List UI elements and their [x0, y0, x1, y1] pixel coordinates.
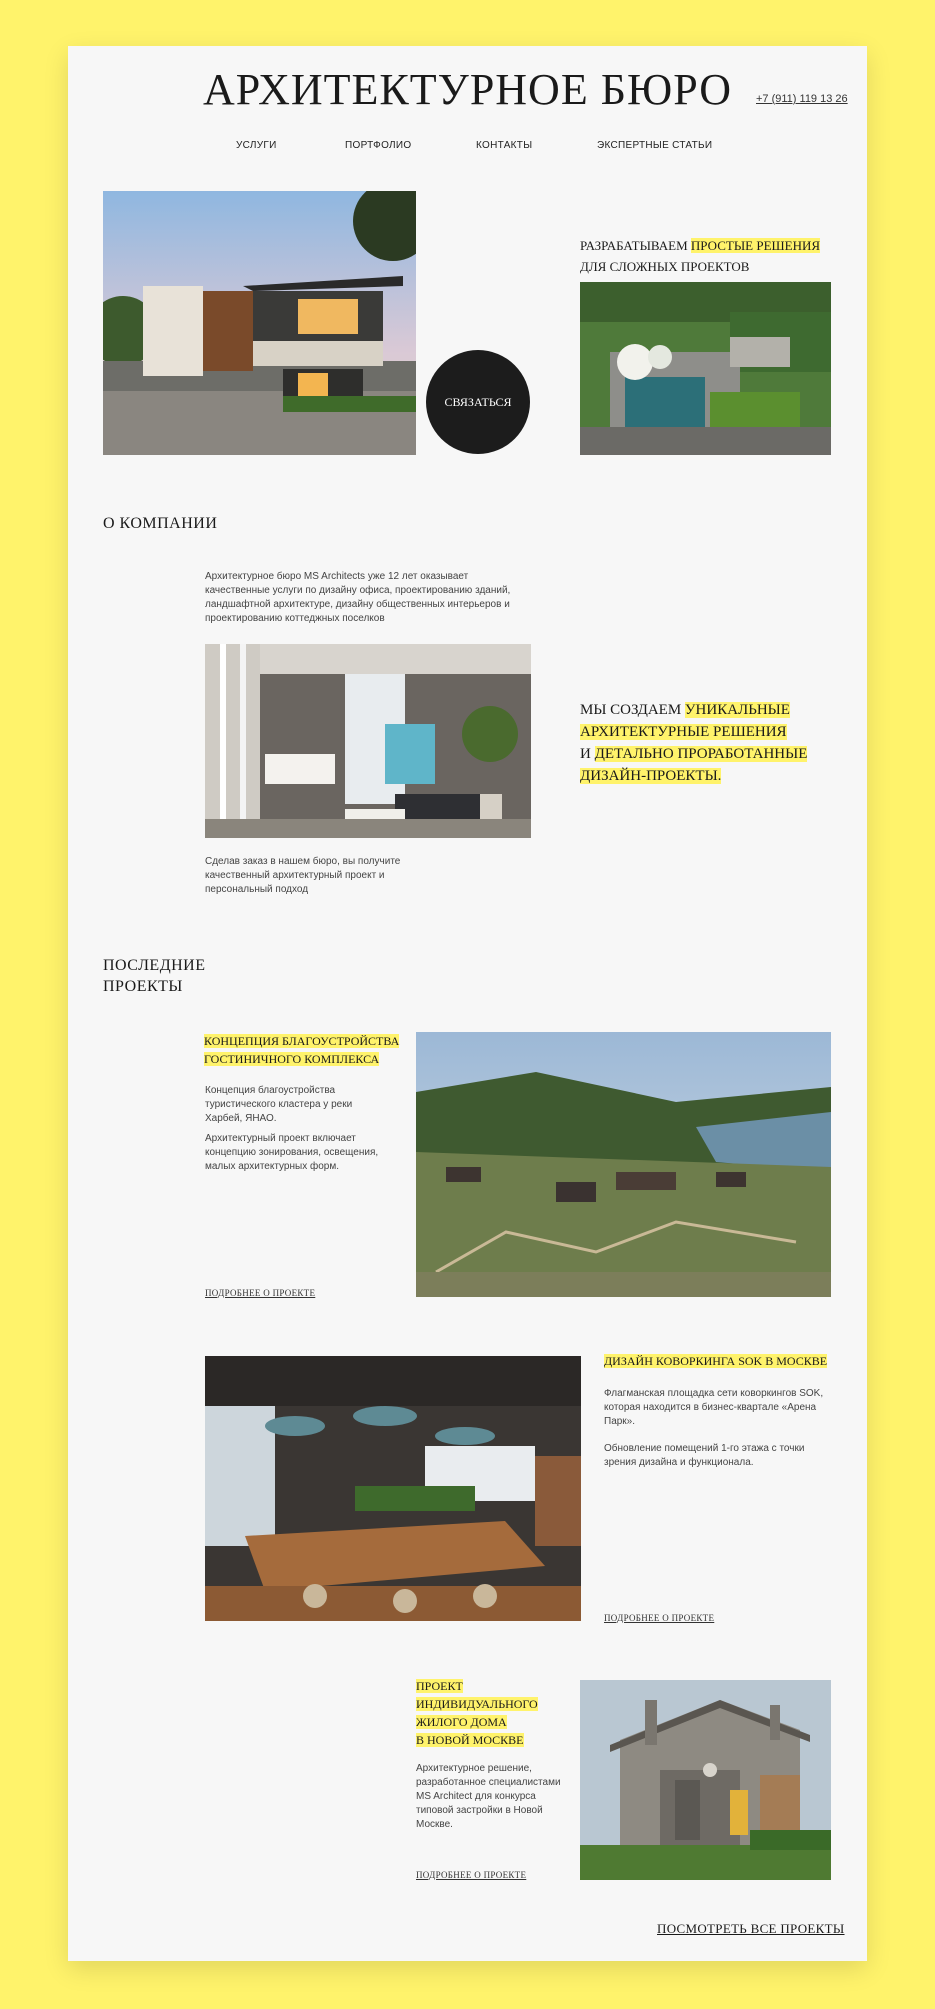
- project-1-image[interactable]: [416, 1032, 831, 1297]
- project-3-text: Архитектурное решение, разработанное специалистами MS Architect для конкурса типовой застройки в Новой Москве.: [416, 1763, 561, 1830]
- project-2-more-link[interactable]: ПОДРОБНЕЕ О ПРОЕКТЕ: [604, 1613, 715, 1623]
- project-3-image[interactable]: [580, 1680, 831, 1880]
- projects-title: [103, 955, 206, 997]
- project-1-title-line-1: КОНЦЕПЦИЯ БЛАГОУСТРОЙСТВА: [204, 1034, 400, 1048]
- hero-tagline: [580, 235, 840, 277]
- slogan-highlight-1: УНИКАЛЬНЫЕ: [684, 702, 790, 718]
- project-1-more-link[interactable]: ПОДРОБНЕЕ О ПРОЕКТЕ: [205, 1288, 316, 1298]
- hero-house-image: [103, 191, 416, 455]
- project-2-text-2: Обновление помещений 1-го этажа с точки зрения дизайна и функционала.: [604, 1443, 805, 1468]
- project-1-title: [204, 1032, 404, 1068]
- project-3-more-link[interactable]: ПОДРОБНЕЕ О ПРОЕКТЕ: [416, 1870, 527, 1880]
- project-2-image[interactable]: [205, 1356, 581, 1621]
- project-2-text-1: Флагманская площадка сети коворкингов SOK, которая находится в бизнес-квартале «Арена Парк».: [604, 1388, 824, 1427]
- projects-title-line-2: ПРОЕКТЫ: [103, 978, 183, 995]
- nav-item-articles[interactable]: ЭКСПЕРТНЫЕ СТАТЬИ: [597, 140, 713, 151]
- slogan-text-2: И: [580, 746, 595, 762]
- hero-tagline-text: РАЗРАБАТЫВАЕМ: [580, 238, 691, 253]
- nav-item-services[interactable]: УСЛУГИ: [236, 140, 277, 151]
- projects-title-line-1: ПОСЛЕДНИЕ: [103, 957, 206, 974]
- slogan-text-1: МЫ СОЗДАЕМ: [580, 702, 685, 718]
- hero-tagline-highlight: ПРОСТЫЕ РЕШЕНИЯ: [690, 238, 821, 253]
- page-title: АРХИТЕКТУРНОЕ БЮРО: [203, 65, 732, 114]
- project-1-text-2: Архитектурный проект включает концепцию зонирования, освещения, малых архитектурных форм.: [205, 1133, 379, 1172]
- slogan-highlight-2: АРХИТЕКТУРНЫЕ РЕШЕНИЯ: [580, 724, 787, 740]
- page-card: [68, 46, 867, 1961]
- hero-garden-image: [580, 282, 831, 455]
- nav-item-contacts[interactable]: КОНТАКТЫ: [476, 140, 533, 151]
- project-1-title-line-2: ГОСТИНИЧНОГО КОМПЛЕКСА: [204, 1052, 380, 1066]
- project-3-title-line-1: ПРОЕКТ: [416, 1679, 463, 1693]
- hero-tagline-text-2: ДЛЯ СЛОЖНЫХ ПРОЕКТОВ: [580, 259, 750, 274]
- slogan-highlight-4: ДИЗАЙН-ПРОЕКТЫ.: [580, 768, 722, 784]
- project-3-title-line-3: ЖИЛОГО ДОМА: [416, 1715, 507, 1729]
- project-3-title-line-4: В НОВОЙ МОСКВЕ: [416, 1733, 524, 1747]
- about-interior-image: [205, 644, 531, 838]
- project-2-title: [604, 1352, 844, 1370]
- nav-item-portfolio[interactable]: ПОРТФОЛИО: [345, 140, 412, 151]
- phone-link[interactable]: +7 (911) 119 13 26: [756, 93, 848, 105]
- project-3-title: [416, 1677, 566, 1749]
- about-caption: Сделав заказ в нашем бюро, вы получите качественный архитектурный проект и персональный подход: [205, 856, 401, 895]
- contact-button[interactable]: СВЯЗАТЬСЯ: [426, 350, 530, 454]
- project-2-title-text: ДИЗАЙН КОВОРКИНГА SOK В МОСКВЕ: [604, 1354, 828, 1368]
- project-1-text-1: Концепция благоустройства туристического кластера у реки Харбей, ЯНАО.: [205, 1085, 353, 1124]
- about-paragraph: Архитектурное бюро MS Architects уже 12 лет оказывает качественные услуги по дизайну офиса, проектированию зданий, ландшафтной архитектуре, дизайну общественных интерьеров и проектированию коттеджных поселков: [205, 571, 511, 624]
- slogan-highlight-3: ДЕТАЛЬНО ПРОРАБОТАННЫЕ: [594, 746, 808, 762]
- about-slogan: [580, 699, 840, 787]
- view-all-projects-link[interactable]: ПОСМОТРЕТЬ ВСЕ ПРОЕКТЫ: [657, 1921, 845, 1936]
- project-3-title-line-2: ИНДИВИДУАЛЬНОГО: [416, 1697, 538, 1711]
- about-title: О КОМПАНИИ: [103, 515, 218, 532]
